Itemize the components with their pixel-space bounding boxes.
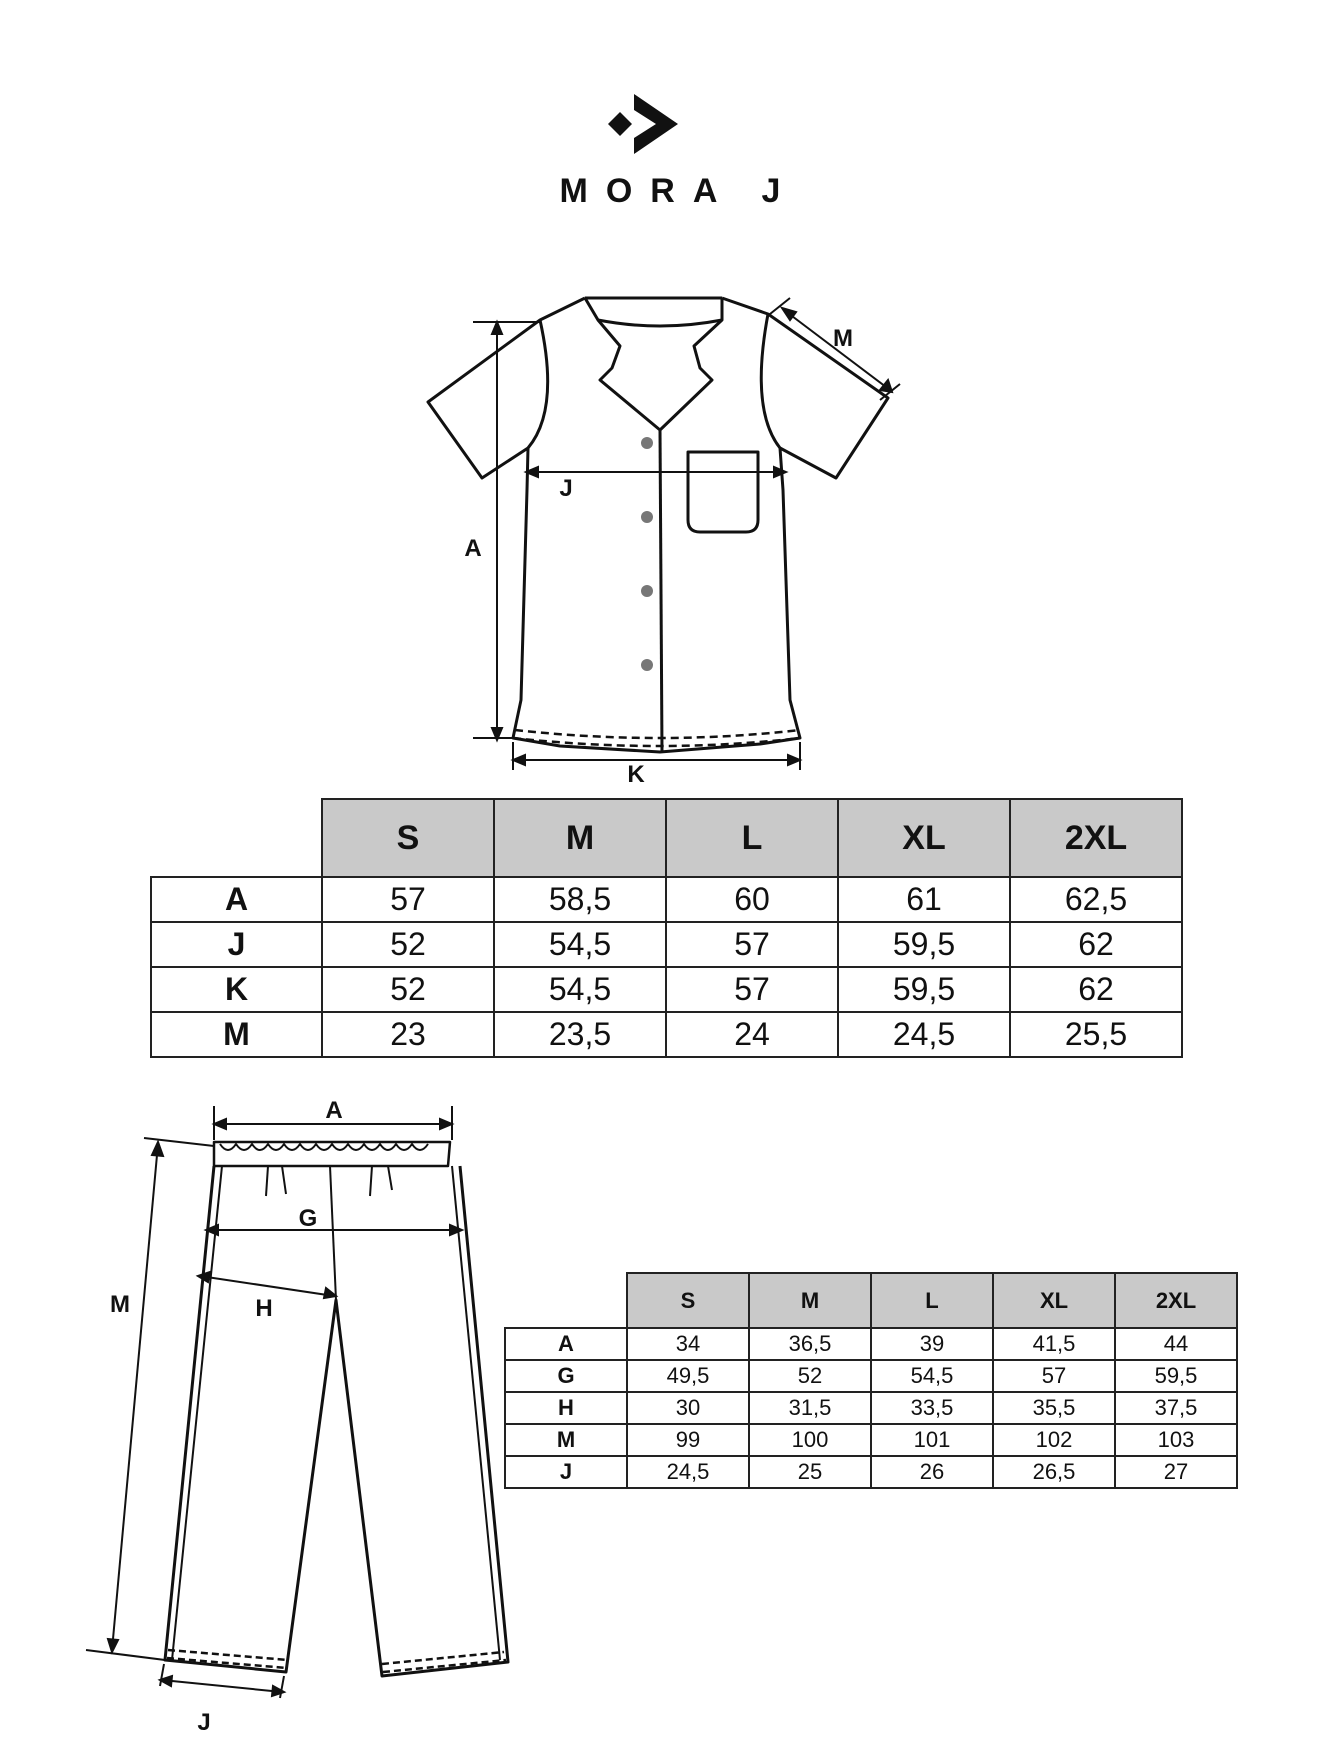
shirt-size-table <box>150 798 1183 1058</box>
table-cell: 25,5 <box>1010 1012 1182 1057</box>
table-corner <box>151 799 322 877</box>
table-cell: 36,5 <box>749 1328 871 1360</box>
size-header: S <box>627 1273 749 1328</box>
table-cell: 58,5 <box>494 877 666 922</box>
row-label: M <box>151 1012 322 1057</box>
table-header-row <box>151 799 1182 877</box>
pants-label-j: J <box>197 1709 211 1736</box>
table-cell: 57 <box>666 967 838 1012</box>
table-header-row <box>505 1273 1237 1328</box>
table-cell: 30 <box>627 1392 749 1424</box>
table-cell: 100 <box>749 1424 871 1456</box>
table-cell: 61 <box>838 877 1010 922</box>
table-cell: 54,5 <box>494 922 666 967</box>
row-label: J <box>505 1456 627 1488</box>
row-label: J <box>151 922 322 967</box>
size-header: 2XL <box>1010 799 1182 877</box>
table-cell: 24,5 <box>627 1456 749 1488</box>
row-label: H <box>505 1392 627 1424</box>
size-header: L <box>871 1273 993 1328</box>
shirt-label-k: K <box>627 761 645 788</box>
table-cell: 23,5 <box>494 1012 666 1057</box>
table-cell: 60 <box>666 877 838 922</box>
table-row <box>151 877 1182 922</box>
table-cell: 25 <box>749 1456 871 1488</box>
table-corner <box>505 1273 627 1328</box>
shirt-label-a: A <box>464 535 482 562</box>
table-cell: 26,5 <box>993 1456 1115 1488</box>
table-row <box>151 967 1182 1012</box>
row-label: M <box>505 1424 627 1456</box>
row-label: A <box>505 1328 627 1360</box>
table-cell: 57 <box>993 1360 1115 1392</box>
table-cell: 26 <box>871 1456 993 1488</box>
table-row <box>151 922 1182 967</box>
table-cell: 44 <box>1115 1328 1237 1360</box>
table-cell: 101 <box>871 1424 993 1456</box>
table-row <box>151 1012 1182 1057</box>
size-header: L <box>666 799 838 877</box>
table-cell: 52 <box>322 967 494 1012</box>
table-cell: 39 <box>871 1328 993 1360</box>
size-header: M <box>749 1273 871 1328</box>
table-cell: 27 <box>1115 1456 1237 1488</box>
table-cell: 59,5 <box>838 922 1010 967</box>
table-cell: 34 <box>627 1328 749 1360</box>
table-cell: 99 <box>627 1424 749 1456</box>
row-label: K <box>151 967 322 1012</box>
size-header: 2XL <box>1115 1273 1237 1328</box>
brand-name: MORA J <box>559 172 799 210</box>
pants-size-table <box>504 1272 1238 1489</box>
table-cell: 52 <box>322 922 494 967</box>
table-cell: 35,5 <box>993 1392 1115 1424</box>
pants-label-g: G <box>298 1205 318 1232</box>
table-cell: 57 <box>322 877 494 922</box>
table-cell: 102 <box>993 1424 1115 1456</box>
pants-drawing <box>165 1142 508 1676</box>
table-cell: 59,5 <box>838 967 1010 1012</box>
table-cell: 41,5 <box>993 1328 1115 1360</box>
table-cell: 24 <box>666 1012 838 1057</box>
table-cell: 54,5 <box>871 1360 993 1392</box>
size-header: XL <box>838 799 1010 877</box>
table-row <box>505 1456 1237 1488</box>
table-cell: 62 <box>1010 922 1182 967</box>
table-row <box>505 1424 1237 1456</box>
table-cell: 57 <box>666 922 838 967</box>
row-label: G <box>505 1360 627 1392</box>
table-cell: 37,5 <box>1115 1392 1237 1424</box>
size-header: M <box>494 799 666 877</box>
pants-label-a: A <box>325 1097 343 1124</box>
pants-label-h: H <box>255 1295 273 1322</box>
pants-label-m: M <box>110 1291 130 1318</box>
table-row <box>505 1360 1237 1392</box>
size-header: S <box>322 799 494 877</box>
shirt-label-j: J <box>559 475 573 502</box>
table-cell: 62,5 <box>1010 877 1182 922</box>
table-cell: 103 <box>1115 1424 1237 1456</box>
table-cell: 33,5 <box>871 1392 993 1424</box>
table-row <box>505 1328 1237 1360</box>
table-cell: 52 <box>749 1360 871 1392</box>
row-label: A <box>151 877 322 922</box>
table-cell: 23 <box>322 1012 494 1057</box>
table-row <box>505 1392 1237 1424</box>
shirt-label-m: M <box>833 325 853 352</box>
table-cell: 59,5 <box>1115 1360 1237 1392</box>
table-cell: 54,5 <box>494 967 666 1012</box>
size-header: XL <box>993 1273 1115 1328</box>
table-cell: 49,5 <box>627 1360 749 1392</box>
table-cell: 31,5 <box>749 1392 871 1424</box>
table-cell: 24,5 <box>838 1012 1010 1057</box>
table-cell: 62 <box>1010 967 1182 1012</box>
